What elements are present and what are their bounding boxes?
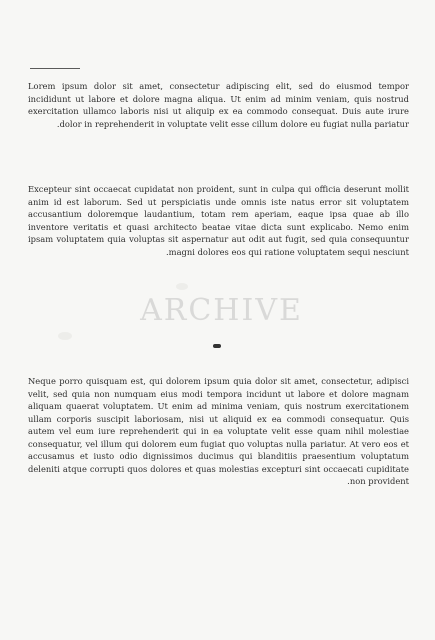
document-paragraph-1: Lorem ipsum dolor sit amet, consectetur adipiscing elit, sed do eiusmod tempor incididunt ut labore et dolore magna aliqua. Ut enim ad minim veniam, quis nostrud exercitation ullamco laboris nisi ut aliquip ex ea commodo consequat. Duis aute irure dolor in reprehenderit in voluptate velit esse cillum dolore eu fugiat nulla pariatur. [28, 81, 409, 129]
archive-watermark: ARCHIVE [140, 293, 303, 328]
separator-mark [213, 344, 221, 348]
top-rule [30, 68, 80, 69]
document-paragraph-3: Neque porro quisquam est, qui dolorem ipsum quia dolor sit amet, consectetur, adipisci velit, sed quia non numquam eius modi tempora incidunt ut labore et dolore magnam aliquam quaerat voluptatem. Ut enim ad minima veniam, quis nostrum exercitationem ullam corporis suscipit laboriosam, nisi ut aliquid ex ea commodi consequatur. Quis autem vel eum iure reprehenderit qui in ea voluptate velit esse quam nihil molestiae consequatur, vel illum qui dolorem eum fugiat quo voluptas nulla pariatur. At vero eos et accusamus et iusto odio dignissimos ducimus qui blanditiis praesentium voluptatum deleniti atque corrupti quos dolores et quas molestias excepturi sint occaecati cupiditate non provident. [28, 376, 409, 487]
document-paragraph-2: Excepteur sint occaecat cupidatat non proident, sunt in culpa qui officia deserunt mollit anim id est laborum. Sed ut perspiciatis unde omnis iste natus error sit voluptatem accusantium doloremque laudantium, totam rem aperiam, eaque ipsa quae ab illo inventore veritatis et quasi architecto beatae vitae dicta sunt explicabo. Nemo enim ipsam voluptatem quia voluptas sit aspernatur aut odit aut fugit, sed quia consequuntur magni dolores eos qui ratione voluptatem sequi nesciunt. [28, 184, 409, 257]
